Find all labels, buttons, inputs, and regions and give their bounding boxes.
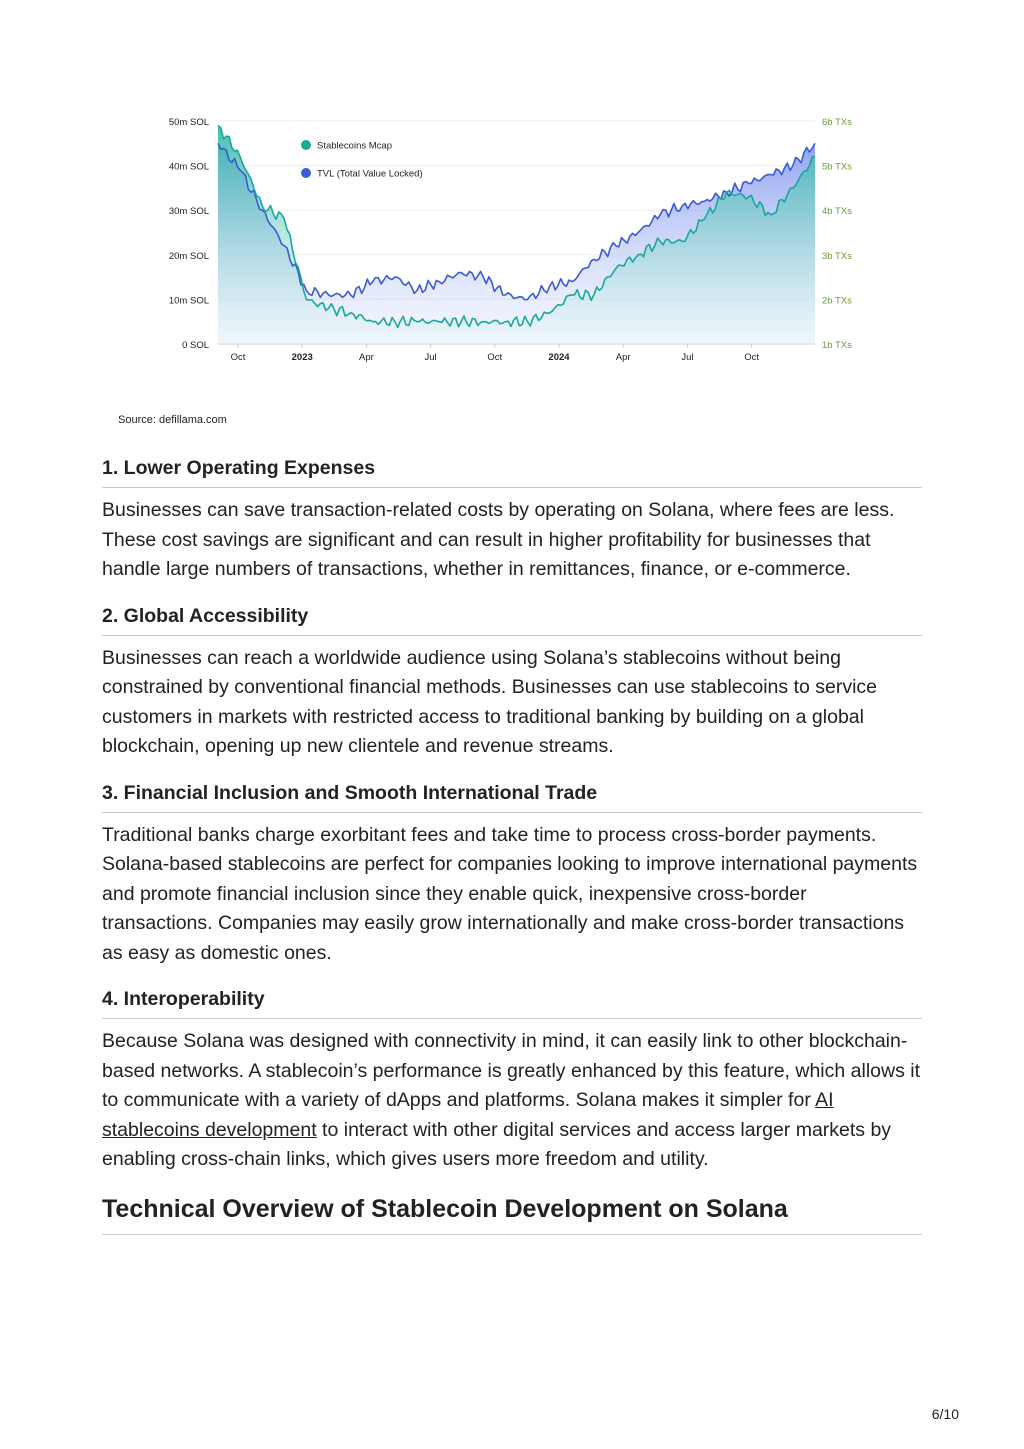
section-financial-inclusion: [102, 782, 922, 969]
y-left-tick-label: 40m SOL: [168, 161, 209, 173]
section-heading: 2. Global Accessibility: [102, 605, 922, 636]
y-left-tick-label: 20m SOL: [168, 250, 209, 262]
section-body: Businesses can reach a worldwide audience using Solana’s stablecoins without being constrained by conventional financial methods. Businesses can use stablecoins to service customers in markets with restricted access to traditional banking by building on a global blockchain, opening up new clientele and revenue streams.: [102, 646, 878, 757]
overview-heading: Technical Overview of Stablecoin Development on Solana: [102, 1195, 922, 1235]
y-left-tick-label: 10m SOL: [168, 295, 209, 307]
x-tick-label: Apr: [615, 352, 631, 363]
section-heading: 3. Financial Inclusion and Smooth International Trade: [102, 782, 922, 813]
page-number: 6/10: [931, 1406, 959, 1422]
section-body: Traditional banks charge exorbitant fees and take time to process cross-border payments. Solana-based stablecoins are perfect for companies looking to improve international payments and promote financial inclusion since they enable quick, inexpensive cross-border transactions. Companies may easily grow internationally and make cross-border transactions as easy as domestic ones.: [102, 823, 918, 964]
y-right-tick-label: 3b TXs: [822, 250, 852, 262]
body-text-before: Because Solana was designed with connectivity in mind, it can easily link to other blockchain-based networks. A stablecoin’s performance is greatly enhanced by this feature, which allows it to communicate with a variety of dApps and platforms. Solana makes it simpler for: [102, 1030, 921, 1111]
y-right-tick-label: 5b TXs: [822, 161, 852, 173]
legend-swatch: [301, 168, 311, 178]
y-right-tick-label: 6b TXs: [822, 117, 852, 128]
x-tick-label: Apr: [359, 352, 374, 363]
y-left-tick-label: 30m SOL: [168, 206, 209, 218]
section-global-accessibility: [102, 605, 922, 762]
section-heading: 4. Interoperability: [102, 988, 922, 1019]
article-content: [102, 457, 922, 1235]
x-tick-label: 2024: [548, 352, 570, 363]
x-tick-label: 2023: [291, 352, 313, 363]
y-right-tick-label: 2b TXs: [822, 295, 852, 307]
section-body: [102, 1027, 922, 1175]
x-tick-label: Oct: [744, 352, 759, 363]
y-left-tick-label: 50m SOL: [168, 117, 209, 128]
x-axis-ticks: [231, 352, 760, 363]
x-tick-label: Oct: [487, 352, 503, 363]
body-text-after: to interact with other digital services and access larger markets by enabling cross-chain links, which gives users more freedom and utility.: [102, 1118, 892, 1170]
right-axis-ticks: [822, 117, 852, 351]
left-axis-ticks: [169, 117, 209, 351]
y-left-tick-label: 0 SOL: [182, 340, 209, 351]
section-body: Businesses can save transaction-related costs by operating on Solana, where fees are less. These cost savings are significant and can result in higher profitability for businesses that handle large numbers of transactions, whether in remittances, finance, or e-commerce.: [102, 499, 895, 580]
stablecoin-tvl-chart: [0, 0, 1024, 440]
y-right-tick-label: 4b TXs: [822, 206, 852, 218]
legend: [301, 140, 423, 180]
section-lower-operating-expenses: [102, 457, 922, 585]
source-caption: Source: defillama.com: [118, 414, 227, 426]
x-tick-label: Jul: [424, 352, 437, 363]
series-areas: [218, 126, 815, 345]
section-heading: 1. Lower Operating Expenses: [102, 457, 922, 488]
legend-label: TVL (Total Value Locked): [317, 168, 423, 180]
legend-label: Stablecoins Mcap: [317, 140, 392, 152]
x-tick-label: Jul: [681, 352, 694, 363]
legend-swatch: [301, 140, 311, 150]
y-right-tick-label: 1b TXs: [822, 340, 852, 351]
ai-stablecoins-development-link[interactable]: AI stablecoins development: [102, 1089, 834, 1141]
x-tick-label: Oct: [230, 352, 246, 363]
section-interoperability: [102, 988, 922, 1175]
